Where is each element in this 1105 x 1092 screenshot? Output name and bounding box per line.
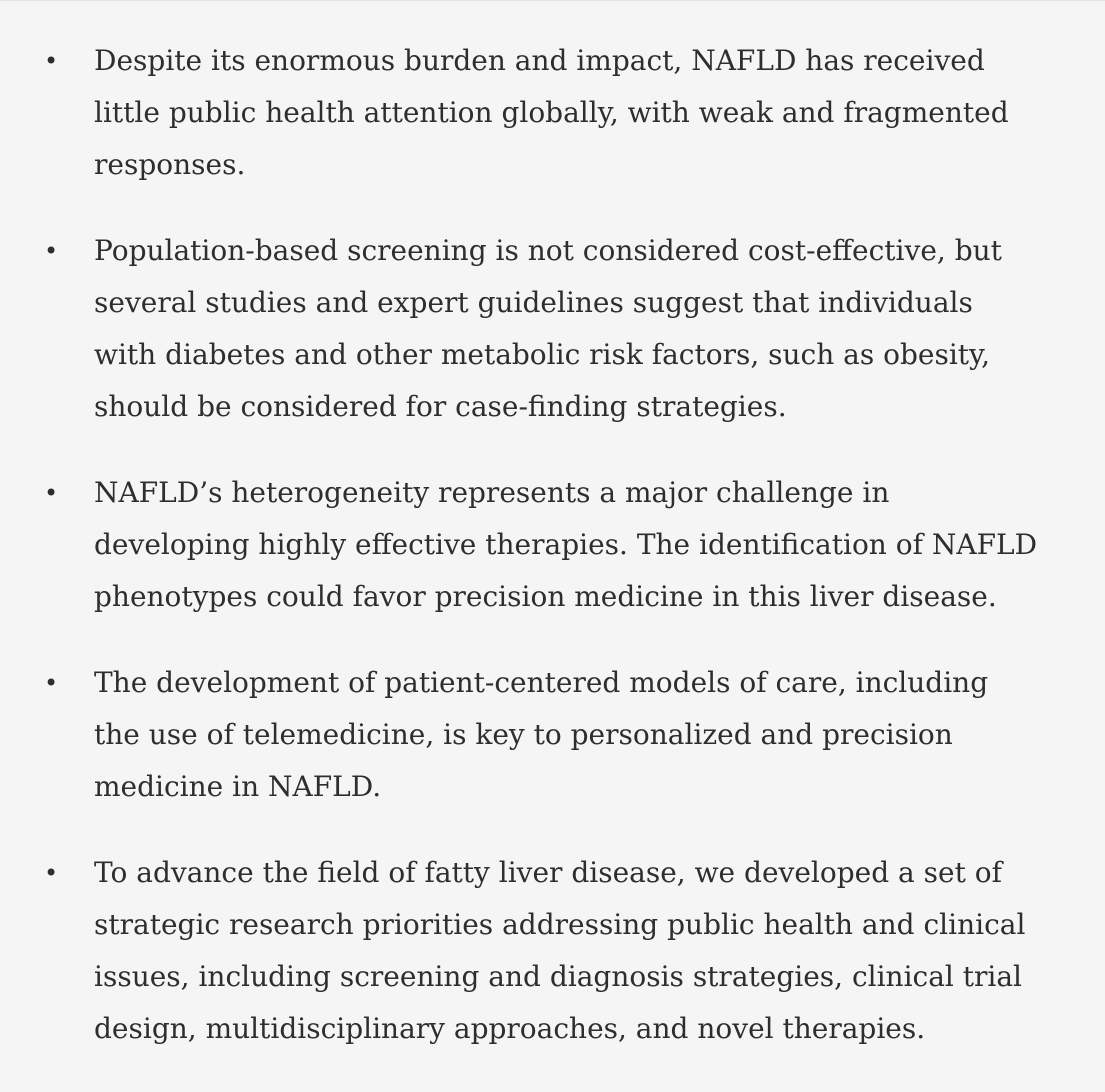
bullet-dot-icon: • xyxy=(44,669,59,697)
bullet-list xyxy=(0,35,1105,1055)
bullet-text: Population-based screening is not considered cost-effective, but several studies and expert guidelines suggest that individuals with diabetes and other metabolic risk factors, such as obesity, should be considered for case-finding strategies. xyxy=(94,234,1002,423)
bullet-dot-icon: • xyxy=(44,47,59,75)
bullet-text: NAFLD’s heterogeneity represents a major challenge in developing highly effective therapies. The identification of NAFLD phenotypes could favor precision medicine in this liver disease. xyxy=(94,476,1038,613)
bullet-item-research-priorities xyxy=(0,847,1105,1055)
bullet-item-screening xyxy=(0,225,1105,433)
bullet-dot-icon: • xyxy=(44,479,59,507)
bullet-dot-icon: • xyxy=(44,237,59,265)
bullet-item-models-of-care xyxy=(0,657,1105,813)
bullet-item-heterogeneity xyxy=(0,467,1105,623)
bullet-item-burden xyxy=(0,35,1105,191)
bullet-dot-icon: • xyxy=(44,859,59,887)
key-points-section xyxy=(0,35,1105,1089)
bullet-text: Despite its enormous burden and impact, NAFLD has received little public health attention globally, with weak and fragmented responses. xyxy=(94,44,1009,181)
bullet-text: To advance the field of fatty liver disease, we developed a set of strategic research priorities addressing public health and clinical issues, including screening and diagnosis strategies, clinical trial design, multidisciplinary approaches, and novel therapies. xyxy=(94,856,1026,1045)
bullet-text: The development of patient-centered models of care, including the use of telemedicine, is key to personalized and precision medicine in NAFLD. xyxy=(94,666,989,803)
